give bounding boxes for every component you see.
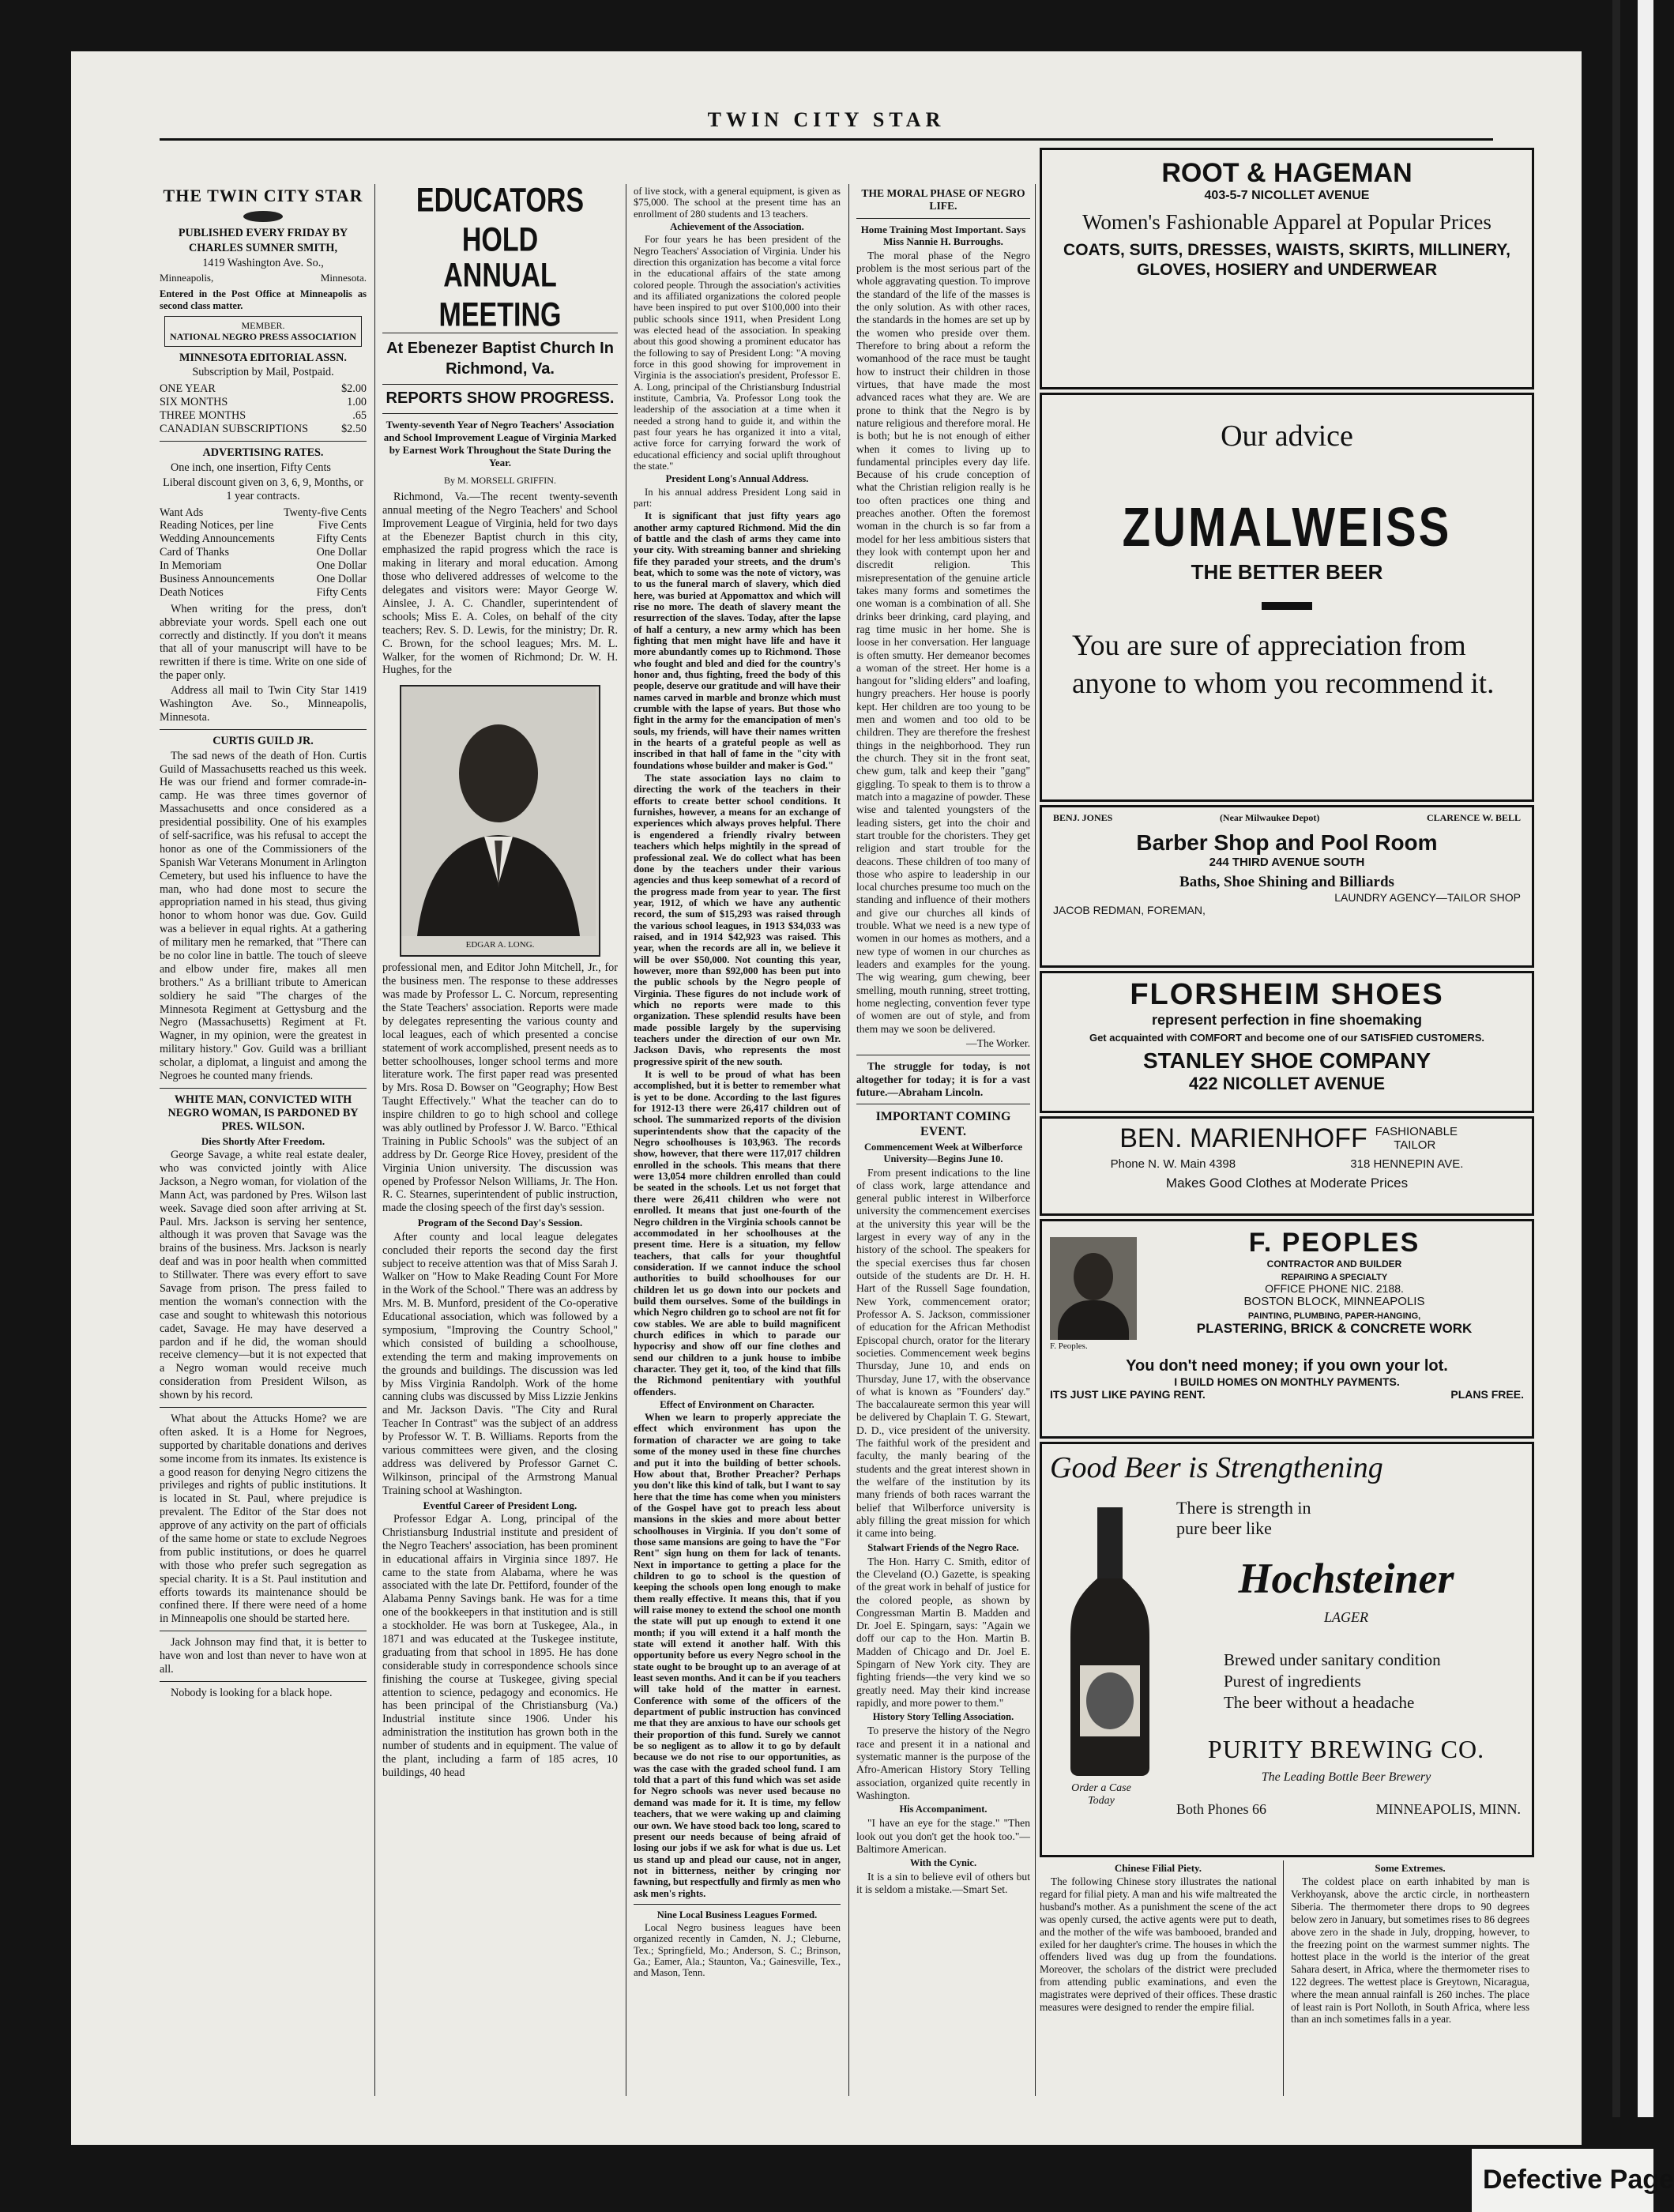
peoples-photo (1050, 1237, 1137, 1340)
masthead: TWIN CITY STAR (707, 108, 946, 131)
white-man-headline: WHITE MAN, CONVICTED WITH NEGRO WOMAN, IS PARDONED BY PRES. WILSON. (167, 1093, 359, 1133)
stalwart-article: The Hon. Harry C. Smith, editor of the Cleveland (O.) Gazette, is speaking of the great work in behalf of justice for the colored people, as shown by Congressman Martin B. Madden and Dr. Joel E. Spingarn, says: "Again we doff our cap to the Hon. Martin B. Madden of Chicago and Dr. Joel E. Spingarn of New York city. They are fighting friends—the very kind we so greatly need. May their kind increase rapidly, and more power to them." (856, 1555, 1030, 1709)
rates-list (160, 382, 367, 436)
ad-barber-laundry: LAUNDRY AGENCY—TAILOR SHOP (1334, 891, 1521, 904)
ad-hoch-company: PURITY BREWING CO. (1207, 1734, 1485, 1763)
advertising-head: ADVERTISING RATES. (202, 446, 324, 459)
scan-margin (1638, 0, 1653, 2117)
ad-florsheim-line2: Get acquainted with COMFORT and become one of our SATISFIED CUSTOMERS. (1089, 1032, 1485, 1044)
cynic-text: It is a sin to believe evil of others but it is seldom a mistake.—Smart Set. (856, 1871, 1030, 1896)
cynic-headline: With the Cynic. (909, 1857, 977, 1869)
educators-cont-4: It is significant that just fifty years ago another army captured Richmond. Mid the din of battle and the clash of arms they came into your city. With streaming banner and shrieking fife they paraded your streets, and the drum's beat, which to some was the note of victory, was to us the funeral march of slavery, which died here, was buried at Appomattox and which will rise no more. The death of slavery meant the resurrection of the slaves. Today, after the lapse of half a century, a new army which has been fighting that men might have life and have it more abundantly comes up to Richmond. Those who fought and bled and died for the country's honor and, thus fighting, freed the body of this people, deserve our gratitude and will have their names carved in marble and bronze which must crumble with the lapse of years. But those who fight in the army for the emancipation of men's souls, my friends, will have their names written in the hearts of a grateful people as well as inscribed in that hall of fame in the "city with foundations whose builder and maker is God." (634, 510, 841, 771)
moral-headline: THE MORAL PHASE OF NEGRO LIFE. (861, 187, 1025, 213)
publisher-city (160, 272, 367, 284)
ad-peoples (1040, 1219, 1534, 1439)
byline: By M. MORSELL GRIFFIN. (444, 474, 556, 486)
ad-zumal-text: You are sure of appreciation from anyone to whom you recommend it. (1072, 630, 1495, 701)
ad-florsheim-company: STANLEY SHOE COMPANY (1142, 1048, 1431, 1073)
rate-row: THREE MONTHS .65 (160, 409, 367, 423)
ad-root-address: 403-5-7 NICOLLET AVENUE (1204, 189, 1370, 202)
peoples-photo-caption: F. Peoples. (1050, 1341, 1088, 1351)
educators-headline-2: ANNUAL MEETING (438, 257, 562, 335)
portrait-image (401, 687, 596, 936)
ad-barber-address: 244 THIRD AVENUE SOUTH (1209, 856, 1365, 869)
ad-hoch-city: MINNEAPOLIS, MINN. (1375, 1801, 1521, 1817)
member-label: MEMBER. (241, 320, 285, 332)
subhead-achievement: Achievement of the Association. (670, 221, 804, 233)
paper-name: THE TWIN CITY STAR (163, 186, 363, 205)
ad-peoples-role: CONTRACTOR AND BUILDER (1266, 1258, 1402, 1270)
ad-florsheim-address: 422 NICOLLET AVENUE (1188, 1074, 1386, 1093)
ad-peoples-services: PAINTING, PLUMBING, PAPER-HANGING, (1247, 1311, 1421, 1321)
ad-peoples-address: BOSTON BLOCK, MINNEAPOLIS (1243, 1295, 1425, 1308)
moral-subhead: Home Training Most Important. Says Miss Nannie H. Burroughs. (860, 223, 1026, 248)
educators-para-1: Richmond, Va.—The recent twenty-seventh annual meeting of the Negro Teachers' and School Improvement League of Virginia, held for two days at the Ebenezer Baptist church in this city, emphasized the rapid progress which the race is making in literary and moral education. Among those who delivered addresses of welcome to the delegates and visitors were: Mayor George W. Ainslee, J. A. C. Chandler, superintendent of schools; Miss E. A. Coles, on behalf of the city teachers; Rev. S. D. Lewis, for the ministry; Dr. R. C. Brown, for the school leagues; Mrs. M. L. Walker, for the women of Richmond; Dr. W. H. Hughes, for the (382, 490, 618, 677)
newspaper-page (71, 51, 1582, 2145)
ad-hoch-q2: Purest of ingredients (1224, 1672, 1361, 1691)
rate-row: ONE YEAR $2.00 (160, 382, 367, 396)
ad-hoch-brand: Hochsteiner (1238, 1554, 1454, 1602)
portrait-photo (400, 685, 600, 957)
ad-root-hageman (1040, 148, 1534, 389)
ad-peoples-nomoney: You don't need money; if you own your lot. (1126, 1357, 1448, 1375)
educators-cont-3: In his annual address President Long said in part: (634, 486, 841, 509)
extremes-article: The coldest place on earth inhabited by man is Verkhoyansk, above the arctic circle, in northeastern Siberia. The thermometer there drops to 90 degrees below zero in January, but sometimes rises to 86 degrees above zero in the shade in July, dropping, however, to the freezing point on the warmest summer nights. The hottest place in the world is the interior of the great Sahara desert, in Africa, where the thermometer rises to 122 degrees. The wettest place is Greytown, Nicaragua, where the mean annual rainfall is 260 inches. The place of least rain is Port Nolloth, in South Africa, where less than an inch sometimes falls in a year. (1291, 1875, 1529, 2026)
ad-peoples-name: F. PEOPLES (1248, 1228, 1420, 1258)
ad-zumal-name: ZUMALWEISS (1122, 496, 1452, 559)
ad-hoch-q1: Brewed under sanitary condition (1224, 1650, 1441, 1669)
city: Minneapolis, (160, 271, 214, 284)
ad-zumal-advice: Our advice (1221, 419, 1353, 453)
subhead-career: Eventful Career of President Long. (423, 1499, 577, 1511)
photo-caption: EDGAR A. LONG. (465, 940, 535, 950)
ad-hoch-q3: The beer without a headache (1224, 1693, 1415, 1713)
johnson-item: Jack Johnson may find that, it is better to have won and lost than never to have won at all. (160, 1636, 367, 1676)
adv-one-inch: One inch, one insertion, Fifty Cents (171, 461, 331, 474)
ad-hochsteiner (1040, 1442, 1534, 1857)
ad-zumal-tag: THE BETTER BEER (1191, 560, 1383, 584)
ad-florsheim-line1: represent perfection in fine shoemaking (1151, 1012, 1423, 1028)
educators-deck-2: REPORTS SHOW PROGRESS. (386, 389, 615, 407)
column-rule (1283, 1860, 1284, 2096)
nobody-item: Nobody is looking for a black hope. (171, 1686, 333, 1699)
ad-root-name: ROOT & HAGEMAN (1161, 158, 1413, 188)
ad-hoch-order: Order a Case Today (1071, 1782, 1131, 1807)
educators-cont-7: When we learn to properly appreciate the effect which environment has upon the formation of character we are going to take some of the money used in these fine churches and put it into the building of better schools. How about that, Brother Preacher? Perhaps you don't like this kind of talk, but I want to say here that the time has come when you ministers of the Gospel have got to preach less about mansions in the skies and more about better schoolhouses in Virginia. If you don't some of those same mansions are going to have the "For Rent" sign hung on them for lack of tenants. Next in importance to getting a place for the children to go to school is the question of keeping the schools open long enough to make them really effective. It means this, that if you will raise money to extend the school one month the state will put up enough to extend it one month; if you will extend it a half month the state will extend it another half. With this opportunity before us every Negro school in the state ought to be brought up to an average of at least seven months. And it can be if you teachers will take hold of the matter in earnest. Conference with some of the officers of the department of public instruction has convinced me that they are anxious to have our schools get their proportion of this fund. Surely we cannot be so negligent as to allow it to go by default because we do not rise to our opportunities, as was the case with the graded school fund. I am told that a part of this fund which was set aside for Negro schools was never used because no demand was made for it. It is time, my fellow teachers, that we were waking up and claiming our own. We have stood back too long, scared to present our needs because of being afraid of losing our jobs if we ask for what is due us. Let us stand up and plead our cause, not in anger, not in bitterness, neither by cringing nor fawning, but respectfully and firmly as men who ask men's rights. (634, 1412, 841, 1899)
ad-zumal-bar (1262, 602, 1312, 610)
adv-list: Want Ads Twenty-five Cents Reading Notices, per line Five Cents Wedding Announcements Fifty Cents Card of Thanks One Dollar In Memoriam One Dollar Business Announcements One Dollar Death Notices Fifty Cents (160, 506, 367, 599)
column-2 (382, 182, 618, 2097)
ad-peoples-phone: OFFICE PHONE NIC. 2188. (1265, 1282, 1404, 1295)
ad-marienhoff-tag: FASHIONABLE TAILOR (1375, 1125, 1458, 1152)
event-subhead: Commencement Week at Wilberforce University—Begins June 10. (863, 1141, 1023, 1164)
divider (160, 1681, 367, 1682)
masthead-rule (160, 138, 1493, 141)
mail-address: Address all mail to Twin City Star 1419 Washington Ave. So., Minneapolis, Minnesota. (160, 684, 367, 724)
beer-bottle-icon (1063, 1507, 1157, 1776)
ad-peoples-build: I BUILD HOMES ON MONTHLY PAYMENTS. (1174, 1375, 1400, 1388)
column-rule (1035, 184, 1036, 2096)
ad-barber-services: Baths, Shoe Shining and Billiards (1179, 874, 1394, 890)
column-rule (374, 184, 375, 2096)
column-3 (634, 186, 841, 2097)
editorial-assn: MINNESOTA EDITORIAL ASSN. (179, 351, 347, 364)
ad-hoch-line1: There is strength in pure beer like (1176, 1498, 1311, 1539)
subhead-address: President Long's Annual Address. (665, 473, 809, 485)
business-leagues-text: Local Negro business leagues have been organized recently in Camden, N. J.; Cleburne, Tex.; Springfield, Mo.; Anderson, S. C.; Brinson, Ga.; Eamer, Ala.; Staunton, Va.; Gainesville, Tex., and Mason, Tenn. (634, 1922, 841, 1979)
ad-root-line2: COATS, SUITS, DRESSES, WAISTS, SKIRTS, MILLINERY, GLOVES, HOSIERY and UNDERWEAR (1063, 241, 1510, 279)
publisher-address: 1419 Washington Ave. So., (202, 256, 324, 269)
chinese-column (1040, 1860, 1277, 2097)
chinese-article: The following Chinese story illustrates the national regard for filial piety. A man and his wife maltreated the husband's mother. As a punishment the scene of the act was openly cursed, the active agents were put to death, and the mother of the wife was bambooed, branded and exiled for her daughter's crime. The houses in which the offenders lived was dug up from the foundations. Moreover, the scholars of the district were precluded from attending public examinations, and even the magistrates were deprived of their offices. These drastic measures were designed to render the empire filial. (1040, 1875, 1277, 2013)
ad-root-line1: Women's Fashionable Apparel at Popular Prices (1082, 210, 1492, 234)
educators-cont-5: The state association lays no claim to directing the work of the teachers in their efforts to create better school conditions. It furnishes, however, a means for an exchange of experiences which always proves helpful. There is engendered a friendly rivalry between teachers which helps mightily in the spread of professional zeal. We do collect what has been done by the teachers under their various agencies and thus keep somewhat of a record of the progress made from year to year. The first year, 1912, of which we have any authentic record, the sum of $15,293 was raised through the various school leagues, in 1913 $34,033 was raised, and in 1914 $42,923 was raised. This year, when the records are all in, we believe it will be over $50,000. Not counting this year, however, more than $92,000 has been put into the public schools by the Negro people of Virginia. These figures do not include work of which no reports were made to this organization. These splendid results have been made possible largely by the supervising teachers under the direction of our own Mr. Jackson Davis, who represents the most progressive spirit of the new south. (634, 773, 841, 1067)
ad-zumalweiss (1040, 393, 1534, 802)
educators-para-3: After county and local league delegates concluded their reports the second day the first subject to receive attention was that of Miss Sarah J. Walker on "How to Make Reading Count For More in the Work of the School." There was an address by Mrs. M. B. Munford, president of the Co-operative Educational association, which was followed by a symposium, "Improving the Country School," which consisted of building a schoolhouse, extending the term and making improvements on the grounds and buildings. The discussion was led by Miss Virginia Randolph. Work of the home canning clubs was discussed by Miss Lizzie Jenkins and Mr. Jackson Davis. "The City and Rural Teacher In Contrast" was the subject of an address by Professor W. T. B. Williams. Reports from the various committees were given, and the closing address was delivered by Professor Garnet C. Wilkinson, principal of the Armstrong Manual Training school at Washington. (382, 1230, 618, 1497)
educators-para-2: professional men, and Editor John Mitchell, Jr., for the business men. The response to these addresses was made by Professor L. C. Norcum, representing the State Teachers' association. Reports were made by delegates representing the various county and local leagues, each of which presented a concise statement of work accomplished, present needs as to better schoolhouses, longer school terms and more literature work. The first paper read was presented by Mrs. Rosa D. Bowser on "Geography; How Best Taught Effectively." What the teacher can do to inspire children to go to high school and college was ably outlined by Professor J. W. Barco. "Ethical Training in Public Schools" was the subject of an address by Dr. George Rice Hovey, president of the Virginia Union university. The discussion was opened by Professor Nelson Williams, Jr. The Hon. R. C. Stearnes, superintendent of public instruction, made the closing speech of the first day's session. (382, 961, 618, 1215)
ad-peoples-repair: REPAIRING A SPECIALTY (1281, 1273, 1388, 1282)
white-man-article: George Savage, a white real estate dealer, who was convicted jointly with Alice Jackson, a Negro woman, for violation of the Mann Act, was pardoned by Pres. Wilson last week. Savage died soon after arriving at St. Paul. Mrs. Jackson is serving her sentence, although it was proven that Savage was the brains of the business. Mrs. Jackson is nearly deaf and was in poor health when committed to Stillwater. There was every effort to save Savage from prison. The press failed to mention the woman's connection with the case and sought to whitewash this notorious cadet, Savage. He may have deserved a pardon and if he did, the woman should receive clemency—but it is not expected that a Negro woman would receive much consideration from President Wilson, as shown by his record. (160, 1149, 367, 1402)
ad-marienhoff-name: BEN. MARIENHOFF (1119, 1123, 1367, 1153)
defective-page-label (1472, 2149, 1674, 2212)
divider (160, 1407, 367, 1408)
ad-barber-shop (1040, 805, 1534, 968)
ad-marienhoff-address: 318 HENNEPIN AVE. (1350, 1157, 1464, 1171)
ad-peoples-plaster: PLASTERING, BRICK & CONCRETE WORK (1196, 1321, 1473, 1336)
educators-para-4: Professor Edgar A. Long, principal of the Christiansburg Industrial institute and president of the Negro Teachers' association, has been prominent in educational affairs in Virginia since 1897. He came to the state from Alabama, where he was associated with the late Dr. Pettiford, founder of the Alabama Penny Savings bank. He was for a time one of the bookkeepers in that institution and is still a stockholder. He was born at Tuskegee, Ala., in 1871 and was educated at the Tuskegee institute, graduating from that school in 1895. He has done considerable study in correspondence schools since finishing the course at Tuskegee, giving special attention to science, pedagogy and economics. He has been principal of the Christiansburg (Va.) Industrial institute since 1906. Under his administration the institution has grown both in the number of students and in equipment. The value of the plant, including a farm of 185 acres, 10 buildings, 40 head (382, 1513, 618, 1779)
history-headline: History Story Telling Association. (872, 1711, 1014, 1723)
rate-row: CANADIAN SUBSCRIPTIONS $2.50 (160, 423, 367, 436)
column-1 (160, 186, 367, 2097)
lincoln-quote: The struggle for today, is not altogether for today; it is for a vast future.—Abraham Lincoln. (856, 1060, 1030, 1098)
educators-cont-2: For four years he has been president of the Negro Teachers' Association of Virginia. Under his direction this organization has become a vital force in the educational affairs of the state among colored people. Through the association's activities and its affiliated organizations the colored people have been inspired to put over $100,000 into their public schools since 1911, when President Long was elected head of the association. In speaking about this good showing a prominent educator has the following to say of President Long: "A moving force in this good showing for improvement in Virginia is the association's president, Professor E. A. Long, principal of the Christiansburg Industrial institute, Cambria, Va. Professor Long took the leadership of the association at a time when it needed a strong hand to guide it, and within the past four years he has organized it into a vital, active force for carrying forward the work of educational efficiency and social uplift throughout the state." (634, 234, 841, 472)
subhead-business-leagues: Nine Local Business Leagues Formed. (656, 1909, 818, 1920)
educators-deck-1: At Ebenezer Baptist Church In Richmond, Va. (386, 339, 614, 378)
extremes-headline: Some Extremes. (1375, 1862, 1446, 1874)
accompaniment-headline: His Accompaniment. (899, 1804, 987, 1815)
ad-peoples-rent: ITS JUST LIKE PAYING RENT. (1050, 1388, 1206, 1401)
divider (382, 413, 618, 414)
educators-cont-1: of live stock, with a general equipment, is given as $75,000. The school at the present time has an enrollment of 280 students and 13 teachers. (634, 186, 841, 220)
attucks-article: What about the Attucks Home? we are often asked. It is a Home for Negroes, supported by charitable donations and derives some income from its inmates. Its existence is a good reason for denying Negro citizens the privileges and rights of public institutions. It is located in St. Paul, where prejudice is prevalent. The Editor of the Star does not approve of any activity on the part of officials of the same home or state to exclude Negroes from public institutions, or does he quarrel with those who prefer such segregation as special charity. It is a St. Paul institution and efforts towards its maintenance should be confined there. If there were need of a home in Minneapolis one should be started here. (160, 1412, 367, 1626)
moral-article: The moral phase of the Negro problem is the most serious part of the whole aggravating question. To improve the standard of the life of the masses is the only solution. As with other races, the standards in the homes are set up by the women who preside over them. Therefore to bring about a reform the womanhood of the race must be taught how to instruct their children in those virtues, that have made the most advanced races what they are. We are prone to think that the Negro is by nature religious and therefore moral. He is both; but he is not enough of either when it comes to living up to fundamental principles every day life. Because of his crude conception of what the Christian religion really is he too often practices one thing and preaches another. Often the foremost woman in the church is so far from a model for her less ambitious sisters that they look with contempt upon her and discredit religion. This misrepresentation of the genuine article takes many forms and sometimes the one woman is a combination of all. She drinks beer drinking, card playing, and rag time music in her home. She is loose in her conversation. Her language is often smutty. Her demeanor becomes a woman of the street. Her home is a hangout for "sliding elders" and loafing, hungry preachers. Her house is poorly kept. Her children are too young to be men and women and too old to be children. They are therefore the freshest things in the neighborhood. They run the church. They sit in the front seat, chew gum, talk and keep their "gang" giggling. To speak to them is to throw a match into a magazine of powder. These wise and talented youngsters of the leading sisters, get into the choir and start trouble for the choristers. They get religion and start trouble for the deacons. These children of too many of those who aspire to leadership in our local churches presume too much on the standing and influence of their mothers and give our churches all kinds of trouble. What we need is a new type of women in our homes as mothers, and a new type of women in our churches as leaders and examples for the young. The wig wearing, gum chewing, beer smelling, mouth running, street trotting, home neglecting, convention fever type of women are out of style, and from them may we soon be delivered. (856, 249, 1030, 1035)
ad-florsheim-name: FLORSHEIM SHOES (1130, 978, 1444, 1011)
published-line: PUBLISHED EVERY FRIDAY BY (178, 227, 348, 240)
ornament-icon (243, 211, 283, 222)
white-man-subhead: Dies Shortly After Freedom. (201, 1134, 325, 1147)
column-rule (848, 184, 849, 2096)
ad-hoch-lager: LAGER (1324, 1608, 1368, 1625)
ad-barber-top: BENJ. JONES (Near Milwaukee Depot) CLARENCE W. BELL (1053, 812, 1521, 823)
scan-edge (1612, 0, 1620, 2117)
ad-florsheim (1040, 971, 1534, 1113)
publisher-name: CHARLES SUMNER SMITH, (188, 242, 337, 255)
divider (160, 1088, 367, 1089)
member-box (164, 316, 362, 347)
ad-hoch-tag: The Leading Bottle Beer Brewery (1261, 1770, 1431, 1784)
guild-article: The sad news of the death of Hon. Curtis Guild of Massachusetts reached us this week. He was our friend and former comrade-in-camp. He was three times governor of Massachusetts and once considered as a presidential possibility. One of his examples of self-sacrifice, was his refusal to accept the honor as one of the Commissioners of the Spanish War Veterans Monument in Arlington Cemetery, but used his influence to have the man, who had done most to secure the appropriation named in his stead, thus giving honor to whom honor was due. Gov. Guild was a believer in equal rights. At a gathering of military men he remarked, that "There can be no color line in battle. The touch of sleeve and elbow under fire, makes all men brothers." As a brilliant tribute to American soldiery he said "The charges of the Minnesota Regiment at Gettysburg and the Negro (Massachusetts) Regiment at Ft. Wagner, in my opinion, were the greatest in military history." Gov. Guild was a brilliant scholar, a diplomat, a linguist and among the Negroes he counted many friends. (160, 749, 367, 1083)
divider (856, 218, 1030, 219)
state: Minnesota. (320, 271, 367, 284)
event-article: From present indications to the line of class work, large attendance and general public interest in Wilberforce university the commencement exercises at the university this year will be the largest in every way of any in the history of the school. The speakers for the special exercises thus far chosen outside of the students are Dr. H. H. Hart of the Russell Sage foundation, New York, commencement orator; Professor A. S. Jackson, commissioner of education for the African Methodist Episcopal church, orator for the literary societies. Commencement week begins Thursday, June 10, and ends on Thursday, June 17, with the observance of what is known as "Founders' day." The baccalaureate sermon this year will be delivered by Chaplain T. G. Stewart, D. D., vice president of the university. The faithful work of the president and faculty, the manly bearing of the students and the great interest shown in the welfare of the institution by its many friends of both races warrant the belief that Wilberforce university is ably filling the great mission for which it came into being. (856, 1166, 1030, 1540)
moral-credit: —The Worker. (966, 1036, 1030, 1049)
stalwart-headline: Stalwart Friends of the Negro Race. (867, 1541, 1019, 1553)
subhead-environment: Effect of Environment on Character. (660, 1399, 814, 1410)
member-org: NATIONAL NEGRO PRESS ASSOCIATION (170, 331, 356, 343)
ad-barber-foreman: JACOB REDMAN, FOREMAN, (1053, 904, 1206, 916)
divider (160, 441, 367, 442)
ad-marienhoff-line: Makes Good Clothes at Moderate Prices (1165, 1176, 1409, 1191)
educators-headline-1: EDUCATORS HOLD (416, 182, 585, 260)
subhead-second-day: Program of the Second Day's Session. (417, 1217, 583, 1229)
writing-notice: When writing for the press, don't abbreviate your words. Spell each one out correctly and distinctly. If you don't it means that all of your manuscript will have to be rewritten if there is time. Write on one side of the paper only. (160, 602, 367, 683)
educators-cont-6: It is well to be proud of what has been accomplished, but it is better to remember what is yet to be done. According to the last figures for 1912-13 there were 26,417 children out of school. The summarized reports of the division superintendents show that the capacity of the Negro schoolhouses is 103,963. The records show, however, that there were 117,017 children enrolled in the schools. This means that there were 13,054 more children enrolled than could be seated in the schools. Let us not forget that there were 26,411 children who were not enrolled. It means that just one-fourth of the Negro children in the Virginia schools cannot be accommodated in her schoolhouses at the present time. Here is a situation, my fellow teachers, that calls for your thoughtful consideration. If we cannot induce the school authorities to build schoolhouses for our children let us go down into our pockets and build them ourselves. Some of the buildings in which Negro children go to school are not fit for cow stables. We are able to build magnificent church edifices in which to parade our hypocrisy and show off our fine clothes and send our children to a junk house to imbibe character. They get it, too, of the kind that fills the Richmond penitentiary with youthful offenders. (634, 1069, 841, 1398)
adv-discount: Liberal discount given on 3, 6, 9, Months, or 1 year contracts. (163, 476, 363, 502)
educators-deck-3: Twenty-seventh Year of Negro Teachers' Association and School Improvement League of Virginia Marked by Earnest Work Throughout the State During the Year. (383, 418, 617, 469)
extremes-column (1291, 1860, 1529, 2097)
guild-headline: CURTIS GUILD JR. (213, 734, 314, 747)
accompaniment-text: "I have an eye for the stage." "Then look out you don't get the hook too."—Baltimore American. (856, 1817, 1030, 1855)
subscription-head: Subscription by Mail, Postpaid. (192, 366, 334, 379)
divider (382, 384, 618, 385)
ad-peoples-plans: PLANS FREE. (1450, 1388, 1524, 1401)
defective-page-text: Defective Page (1483, 2165, 1674, 2195)
divider (160, 729, 367, 730)
ad-marienhoff (1040, 1116, 1534, 1216)
ad-hoch-head: Good Beer is Strengthening (1050, 1451, 1383, 1484)
entered-notice: Entered in the Post Office at Minneapolis as second class matter. (160, 288, 367, 311)
ad-barber-name: Barber Shop and Pool Room (1136, 830, 1438, 855)
ad-marienhoff-phone: Phone N. W. Main 4398 (1110, 1157, 1236, 1171)
history-article: To preserve the history of the Negro race and present it in a national and systematic manner is the purpose of the Afro-American History Story Telling association, organized quite recently in Washington. (856, 1725, 1030, 1801)
divider (634, 1904, 841, 1905)
event-headline: IMPORTANT COMING EVENT. (875, 1110, 1011, 1139)
column-4 (856, 186, 1030, 1896)
chinese-headline: Chinese Filial Piety. (1114, 1862, 1202, 1874)
ad-hoch-phones: Both Phones 66 (1176, 1801, 1267, 1817)
rate-row: SIX MONTHS 1.00 (160, 396, 367, 409)
